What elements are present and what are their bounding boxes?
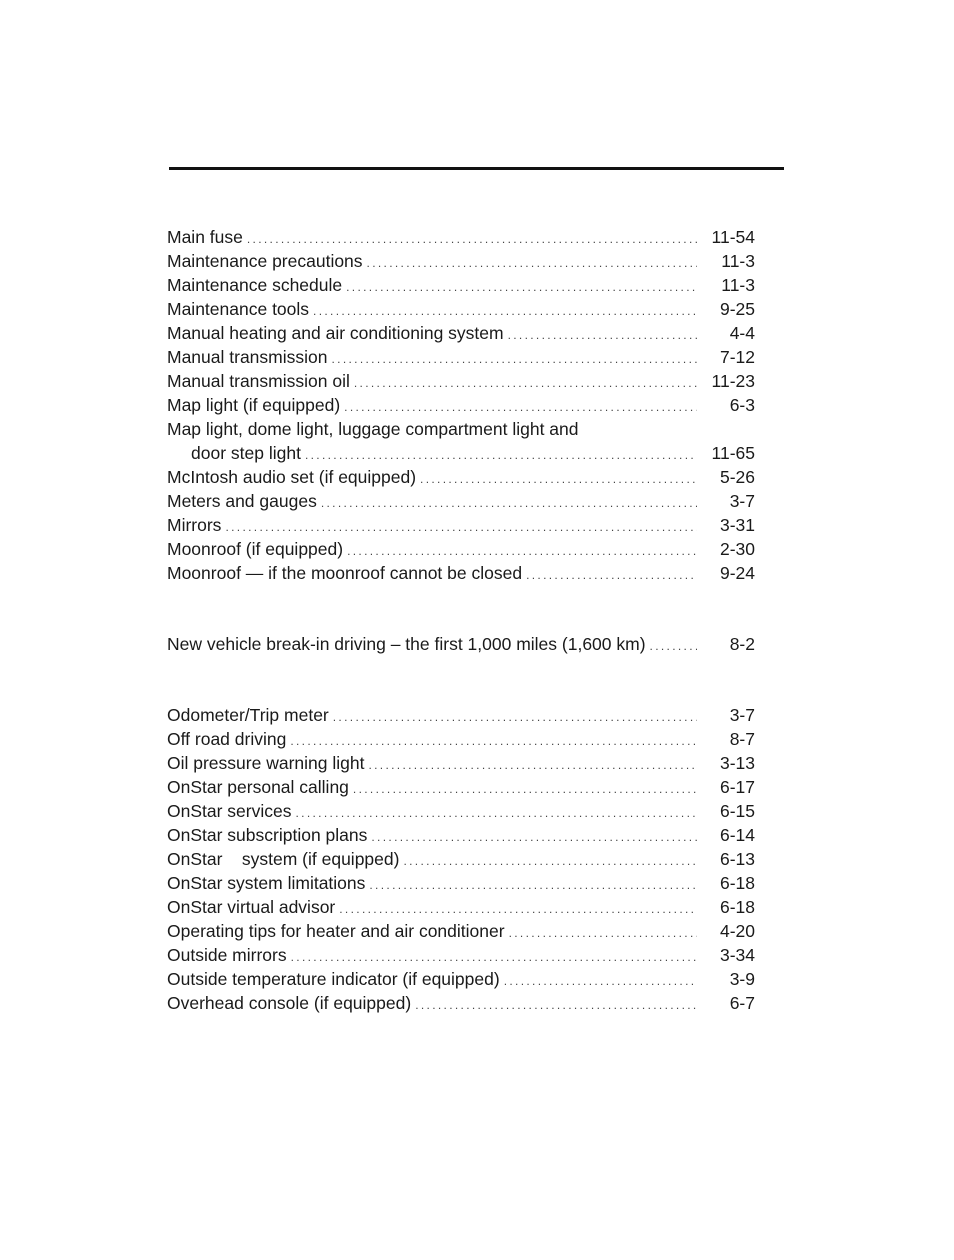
leader-dots xyxy=(331,347,697,371)
entry-page: 6-7 xyxy=(729,993,755,1013)
leader-dots xyxy=(333,705,697,729)
entry-label: Moonroof (if equipped) xyxy=(167,539,344,559)
leader-dots xyxy=(225,515,697,539)
index-section-n xyxy=(167,632,755,656)
entry-label: Moonroof — if the moonroof cannot be closed xyxy=(167,563,523,583)
leader-dots xyxy=(313,299,697,323)
entry-page: 6-3 xyxy=(729,395,755,415)
entry-page: 11-3 xyxy=(721,275,755,295)
index-entry xyxy=(167,751,755,775)
leader-dots xyxy=(344,395,697,419)
entry-page: 6-18 xyxy=(719,897,755,917)
index-entry xyxy=(167,513,755,537)
entry-label: Maintenance tools xyxy=(167,299,310,319)
entry-label: Odometer/Trip meter xyxy=(167,705,329,725)
entry-label: Outside mirrors xyxy=(167,945,287,965)
index-entry xyxy=(167,727,755,751)
leader-dots xyxy=(290,729,697,753)
entry-page: 6-17 xyxy=(719,777,755,797)
entry-label: McIntosh audio set (if equipped) xyxy=(167,467,417,487)
index-entry xyxy=(167,561,755,585)
entry-label: Map light (if equipped) xyxy=(167,395,341,415)
entry-page: 6-13 xyxy=(719,849,755,869)
index-entry xyxy=(167,273,755,297)
index-entry xyxy=(167,703,755,727)
index-entry xyxy=(167,991,755,1015)
leader-dots xyxy=(508,323,697,347)
entry-label: New vehicle break-in driving – the first 1,000 miles (1,600 km) xyxy=(167,634,646,654)
leader-dots xyxy=(339,897,697,921)
index-entry-continuation xyxy=(167,441,755,465)
index-entry xyxy=(167,537,755,561)
entry-label: Main fuse xyxy=(167,227,243,247)
index-entry xyxy=(167,847,755,871)
leader-dots xyxy=(291,945,697,969)
entry-label: Manual transmission oil xyxy=(167,371,350,391)
leader-dots xyxy=(650,634,697,658)
index-entry xyxy=(167,345,755,369)
index-entry xyxy=(167,393,755,417)
leader-dots xyxy=(347,539,697,563)
index-section-o xyxy=(167,703,755,1015)
entry-page: 8-7 xyxy=(729,729,755,749)
entry-page: 6-14 xyxy=(719,825,755,845)
entry-page: 3-9 xyxy=(729,969,755,989)
entry-page: 7-12 xyxy=(719,347,755,367)
entry-label-continuation: door step light xyxy=(191,443,301,463)
entry-label: Off road driving xyxy=(167,729,287,749)
leader-dots xyxy=(367,251,697,275)
entry-page: 3-34 xyxy=(719,945,755,965)
entry-label: Manual heating and air conditioning system xyxy=(167,323,504,343)
entry-page: 6-15 xyxy=(719,801,755,821)
leader-dots xyxy=(346,275,697,299)
entry-label: Manual transmission xyxy=(167,347,328,367)
leader-dots xyxy=(504,969,697,993)
entry-page: 5-26 xyxy=(719,467,755,487)
entry-page: 9-24 xyxy=(719,563,755,583)
index-entry xyxy=(167,465,755,489)
entry-label: Map light, dome light, luggage compartment light and xyxy=(167,419,579,439)
index-entry xyxy=(167,632,755,656)
index-entry xyxy=(167,895,755,919)
entry-label: OnStar services xyxy=(167,801,292,821)
entry-page: 4-4 xyxy=(729,323,755,343)
index-entry-multiline xyxy=(167,417,755,441)
index-entry xyxy=(167,489,755,513)
entry-label: Meters and gauges xyxy=(167,491,317,511)
leader-dots xyxy=(420,467,697,491)
entry-page: 11-65 xyxy=(711,443,755,463)
entry-label: Operating tips for heater and air conditioner xyxy=(167,921,505,941)
entry-page: 3-7 xyxy=(729,491,755,511)
entry-page: 6-18 xyxy=(719,873,755,893)
entry-page: 8-2 xyxy=(729,634,755,654)
entry-label: Maintenance precautions xyxy=(167,251,363,271)
entry-page: 11-3 xyxy=(721,251,755,271)
entry-page: 11-54 xyxy=(711,227,755,247)
leader-dots xyxy=(369,873,697,897)
leader-dots xyxy=(353,777,697,801)
index-section-m xyxy=(167,225,755,585)
leader-dots xyxy=(509,921,697,945)
index-entry xyxy=(167,943,755,967)
entry-page: 11-23 xyxy=(711,371,755,391)
entry-page: 4-20 xyxy=(719,921,755,941)
entry-label: Oil pressure warning light xyxy=(167,753,365,773)
entry-page: 3-31 xyxy=(719,515,755,535)
leader-dots xyxy=(305,443,697,467)
entry-label: Overhead console (if equipped) xyxy=(167,993,412,1013)
entry-label: OnStar subscription plans xyxy=(167,825,368,845)
leader-dots xyxy=(368,753,697,777)
entry-label: Outside temperature indicator (if equipped) xyxy=(167,969,500,989)
index-entry xyxy=(167,967,755,991)
leader-dots xyxy=(526,563,697,587)
entry-page: 2-30 xyxy=(719,539,755,559)
leader-dots xyxy=(247,227,697,251)
entry-label: Maintenance schedule xyxy=(167,275,343,295)
entry-label: OnStar virtual advisor xyxy=(167,897,336,917)
index-entry xyxy=(167,775,755,799)
index-entry xyxy=(167,919,755,943)
leader-dots xyxy=(403,849,697,873)
header-rule xyxy=(169,167,784,170)
leader-dots xyxy=(354,371,697,395)
leader-dots xyxy=(295,801,697,825)
entry-label: OnStar system (if equipped) xyxy=(167,849,400,869)
entry-label: Mirrors xyxy=(167,515,222,535)
index-entry xyxy=(167,823,755,847)
index-entry xyxy=(167,321,755,345)
entry-page: 9-25 xyxy=(719,299,755,319)
index-entry xyxy=(167,249,755,273)
entry-page: 3-13 xyxy=(719,753,755,773)
entry-label: OnStar personal calling xyxy=(167,777,349,797)
index-entry xyxy=(167,225,755,249)
index-entry xyxy=(167,369,755,393)
entry-page: 3-7 xyxy=(729,705,755,725)
leader-dots xyxy=(415,993,697,1017)
index-entry xyxy=(167,297,755,321)
leader-dots xyxy=(321,491,697,515)
leader-dots xyxy=(371,825,697,849)
index-entry xyxy=(167,799,755,823)
entry-label: OnStar system limitations xyxy=(167,873,366,893)
index-entry xyxy=(167,871,755,895)
